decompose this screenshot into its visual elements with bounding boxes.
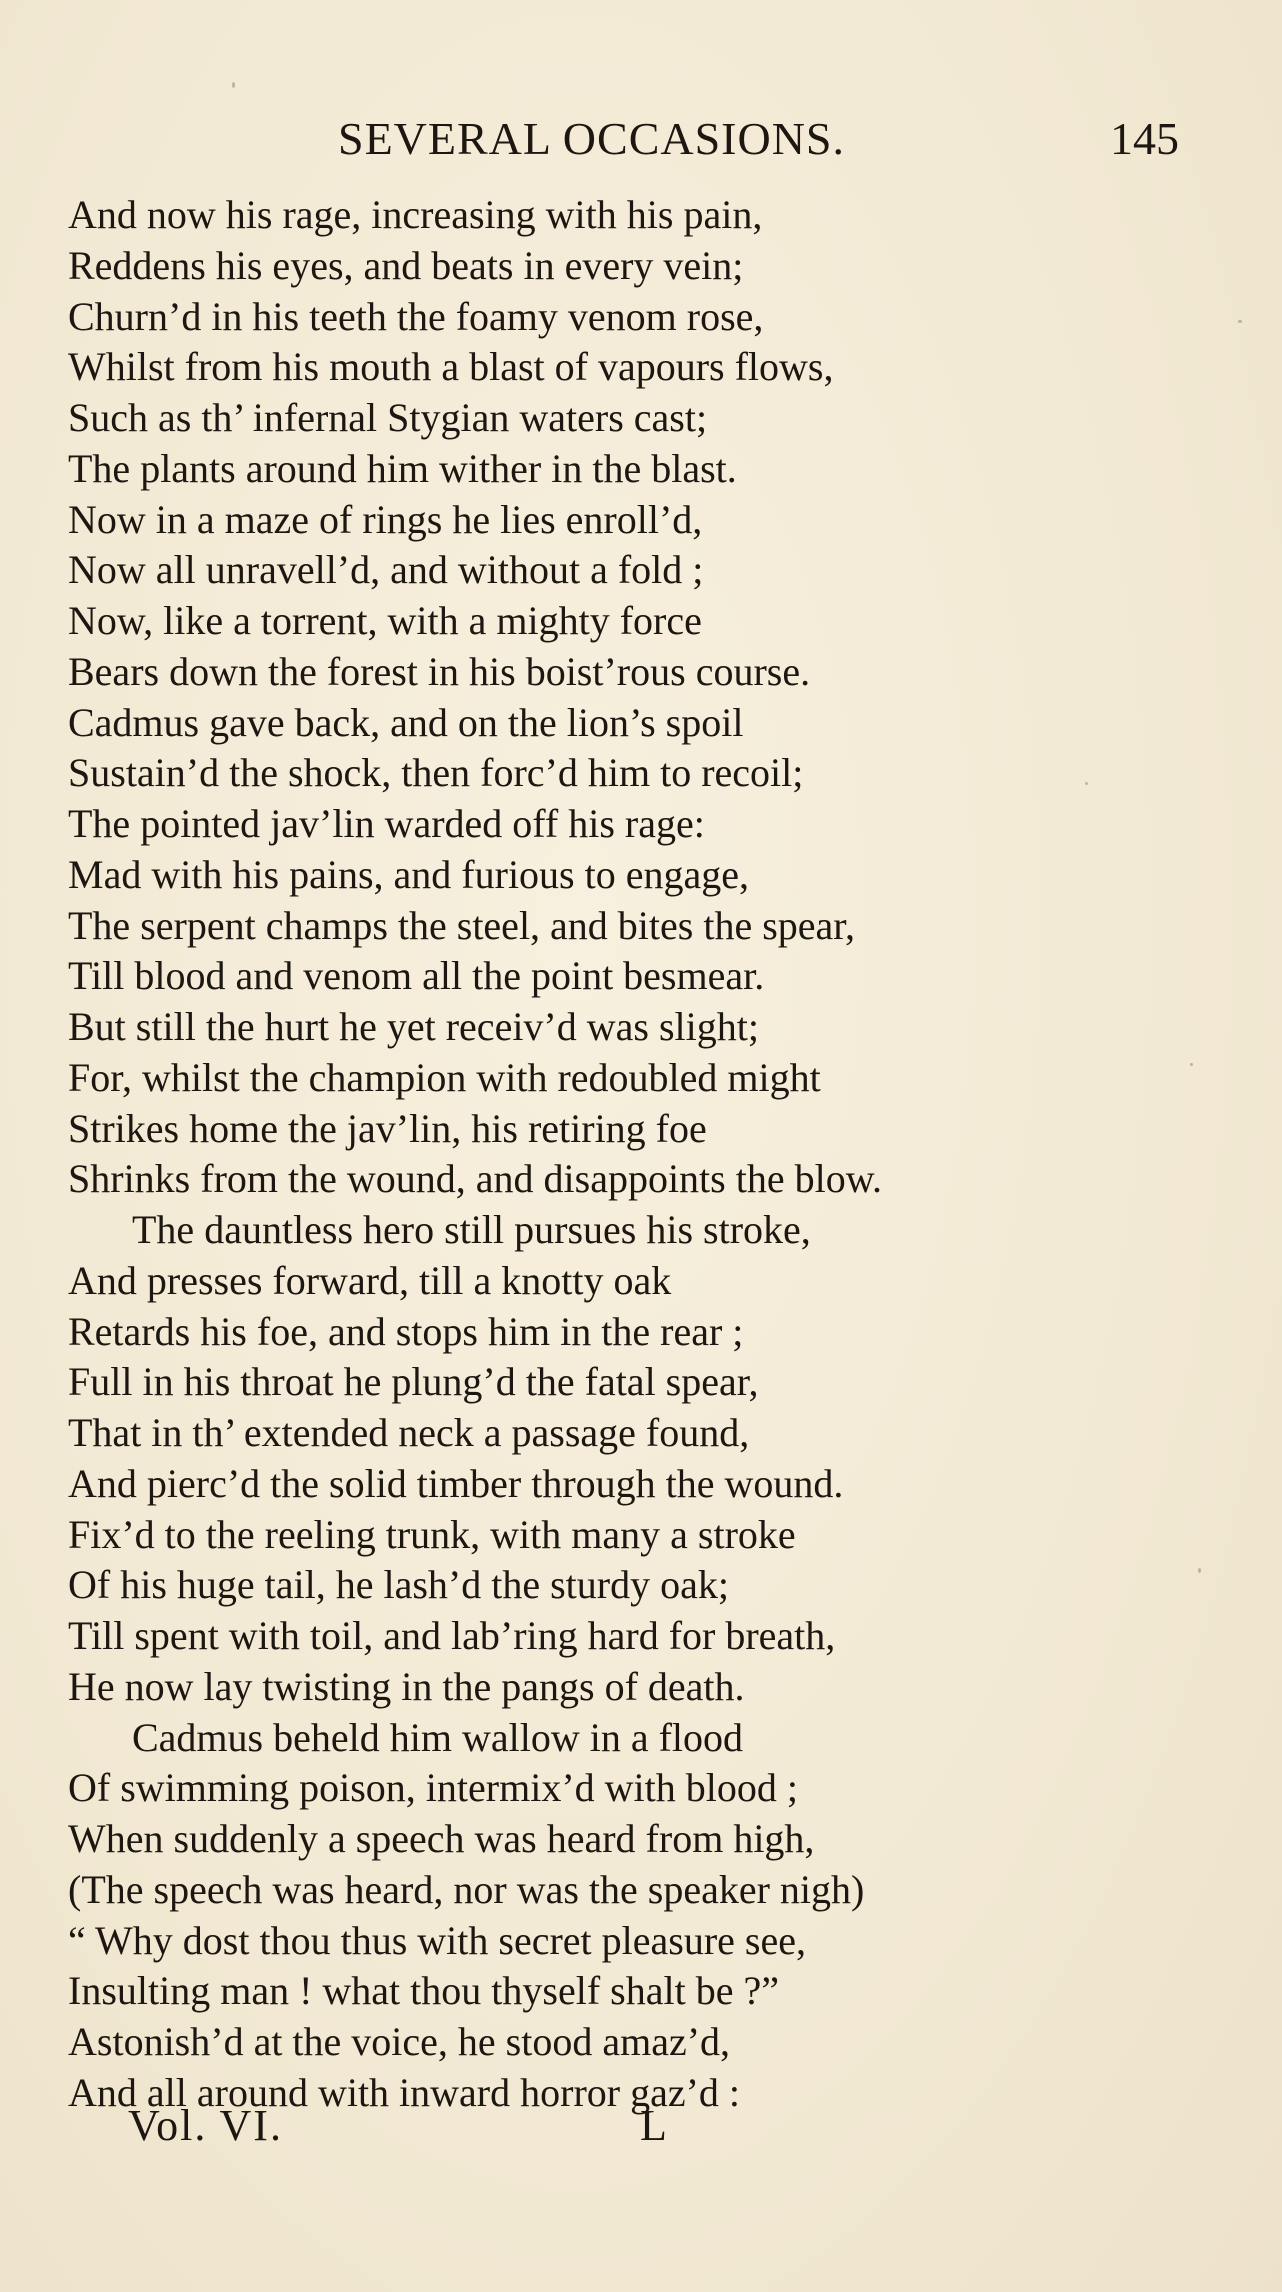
poem-line: Insulting man ! what thou thyself shalt be ?” (68, 1968, 779, 2014)
poem-text (68, 190, 1218, 2119)
poem-line: Bears down the forest in his boist’rous course. (68, 648, 811, 694)
poem-line: Such as th’ infernal Stygian waters cast; (68, 395, 708, 440)
poem-line: And pierc’d the solid timber through the wound. (68, 1460, 844, 1506)
poem-line: Strikes home the jav’lin, his retiring foe (68, 1105, 707, 1151)
poem-line: Now, like a torrent, with a mighty force (68, 598, 702, 643)
poem-line: Now in a maze of rings he lies enroll’d, (68, 496, 703, 542)
poem-line: Till spent with toil, and lab’ring hard for breath, (68, 1613, 836, 1658)
poem-line: Sustain’d the shock, then forc’d him to recoil; (68, 750, 804, 796)
paper-speck (232, 82, 235, 88)
poem-line: Churn’d in his teeth the foamy venom rose, (68, 293, 764, 339)
poem-line: Now all unravell’d, and without a fold ; (68, 547, 704, 593)
volume-mark: Vol. VI. (128, 2101, 283, 2150)
poem-line: Reddens his eyes, and beats in every vein; (68, 242, 744, 288)
poem-line: That in th’ extended neck a passage found, (68, 1410, 750, 1455)
poem-line: Shrinks from the wound, and disappoints the blow. (68, 1156, 883, 1202)
poem-line: Full in his throat he plung’d the fatal spear, (68, 1359, 759, 1405)
page-title: SEVERAL OCCASIONS. (338, 113, 846, 164)
paper-speck (1198, 1568, 1201, 1573)
paper-speck (1085, 782, 1088, 785)
running-head (0, 112, 1282, 172)
poem-line: The pointed jav’lin warded off his rage: (68, 801, 705, 846)
poem-line: The plants around him wither in the blast. (68, 445, 737, 491)
poem-line: When suddenly a speech was heard from high, (68, 1816, 815, 1861)
poem-line: Of swimming poison, intermix’d with blood ; (68, 1765, 798, 1811)
paper-speck (1238, 320, 1242, 323)
poem-line: Astonish’d at the voice, he stood amaz’d, (68, 2019, 731, 2064)
poem-line: Of his huge tail, he lash’d the sturdy oak; (68, 1562, 729, 1608)
page-footer (0, 2100, 1282, 2160)
poem-line: Mad with his pains, and furious to engage, (68, 851, 749, 897)
poem-line: The dauntless hero still pursues his stroke, (132, 1207, 811, 1252)
poem-line: The serpent champs the steel, and bites the spear, (68, 902, 856, 948)
poem-line: Cadmus beheld him wallow in a flood (132, 1714, 744, 1760)
poem-line: Cadmus gave back, and on the lion’s spoil (68, 699, 744, 745)
poem-line: (The speech was heard, nor was the speaker nigh) (68, 1866, 865, 1912)
poem-line: But still the hurt he yet receiv’d was slight; (68, 1004, 759, 1049)
poem-line: Till blood and venom all the point besmear. (68, 953, 765, 999)
page-number: 145 (1110, 113, 1179, 164)
signature-mark: L (640, 2101, 667, 2150)
poem-line: And presses forward, till a knotty oak (68, 1257, 672, 1303)
poem-line: He now lay twisting in the pangs of death. (68, 1663, 745, 1709)
poem-line: For, whilst the champion with redoubled might (68, 1054, 821, 1100)
poem-line: Whilst from his mouth a blast of vapours flows, (68, 344, 834, 390)
poem-line: Retards his foe, and stops him in the rear ; (68, 1308, 744, 1354)
poem-line: Fix’d to the reeling trunk, with many a stroke (68, 1511, 796, 1557)
paper-speck (1190, 1063, 1193, 1066)
poem-line: And now his rage, increasing with his pain, (68, 192, 763, 237)
poem-line: “ Why dost thou thus with secret pleasure see, (68, 1917, 806, 1963)
poem-line: And all around with inward horror gaz’d : (68, 2069, 741, 2115)
